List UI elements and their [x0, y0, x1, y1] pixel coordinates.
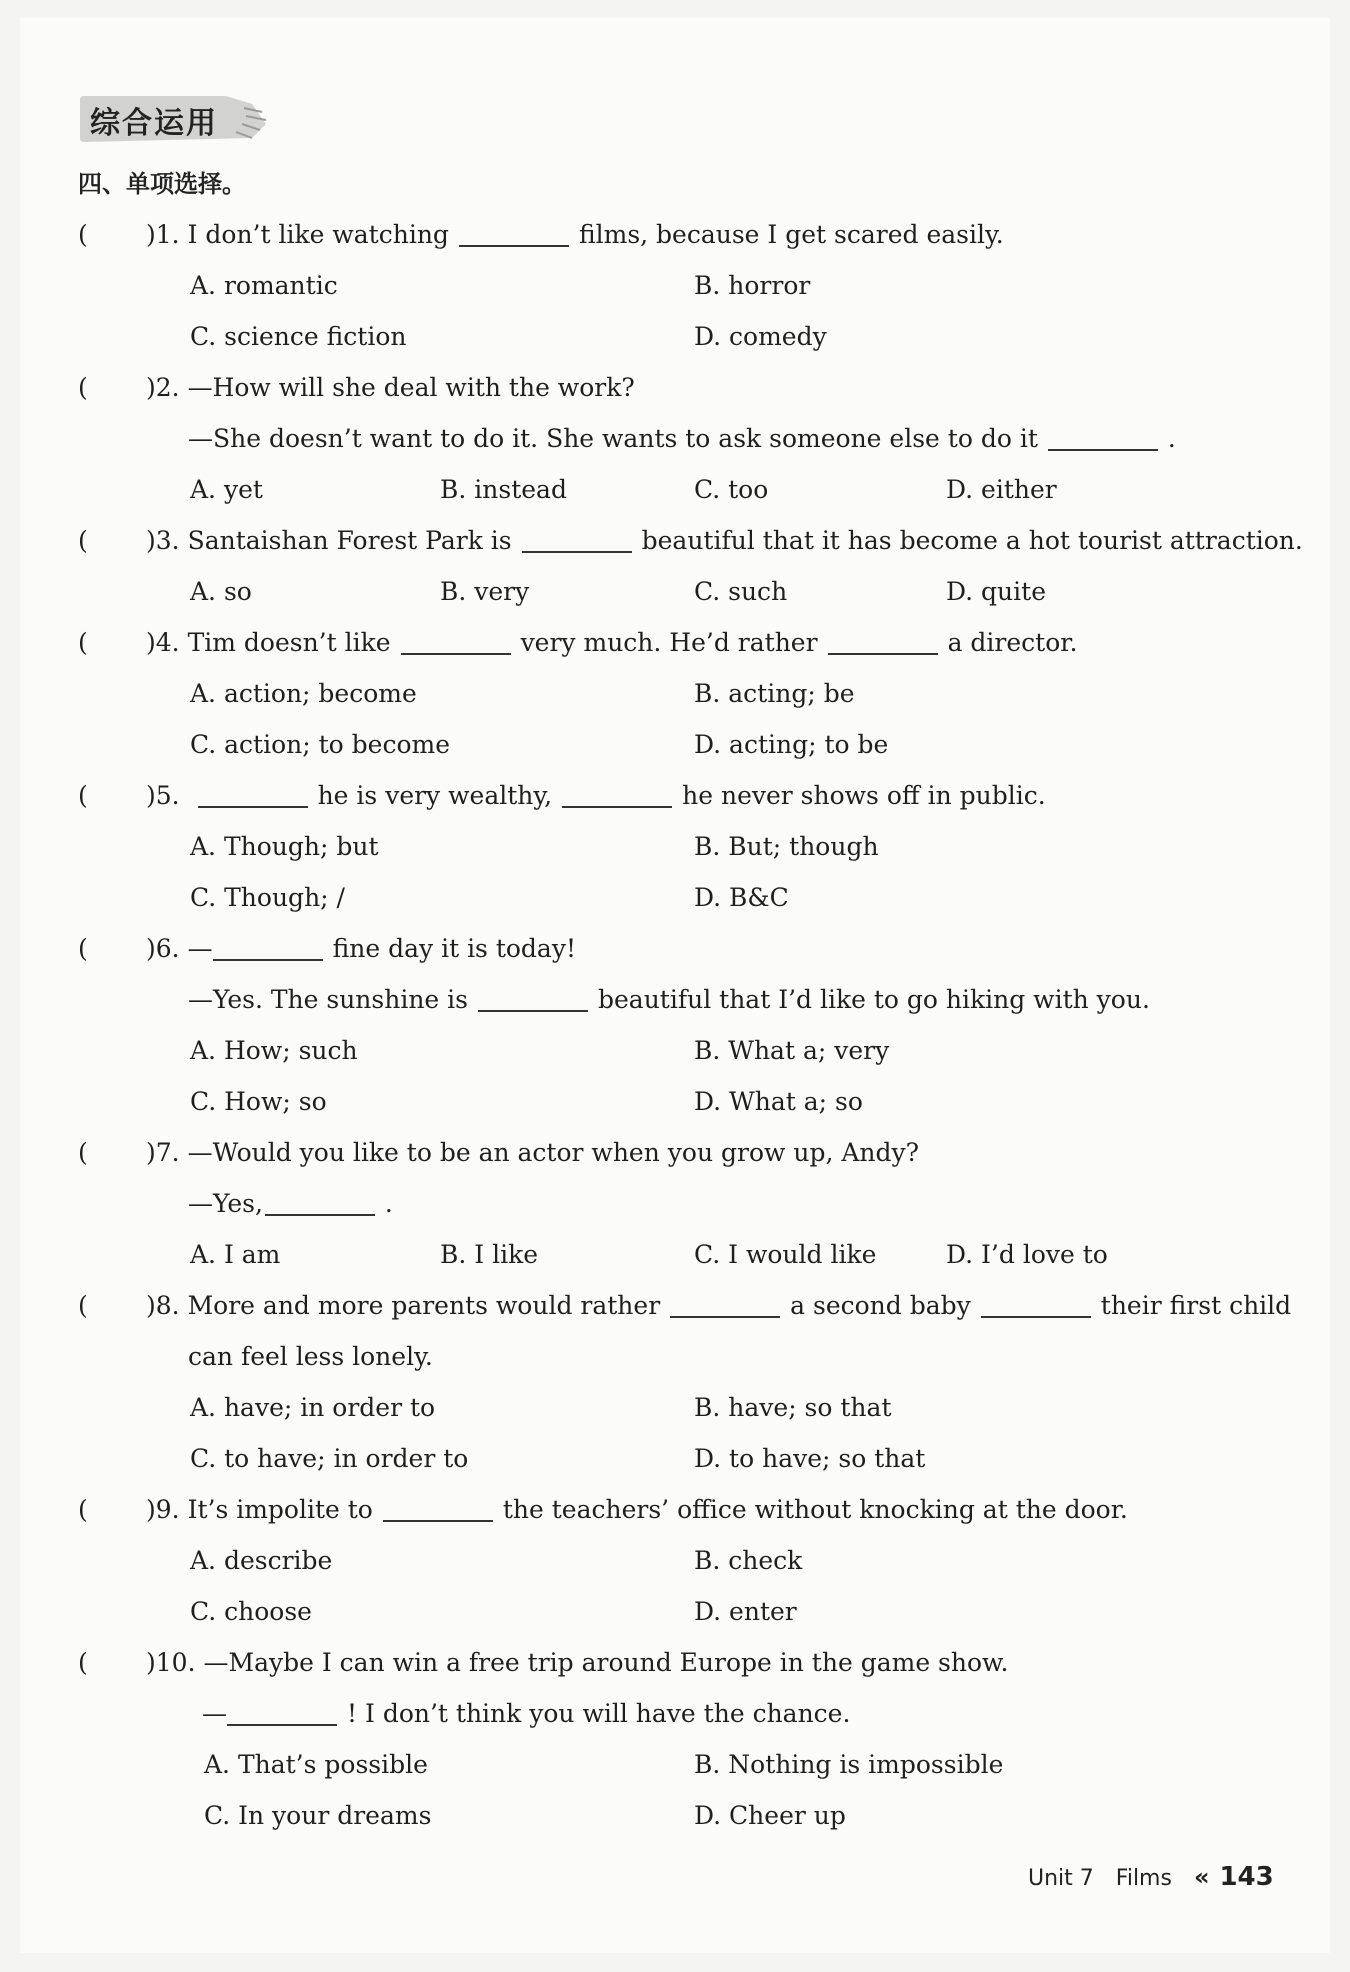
- option-c[interactable]: C. Though; /: [190, 883, 345, 912]
- answer-paren-left: (: [78, 781, 88, 810]
- answer-paren-left: (: [78, 1138, 88, 1167]
- chevron-left-icon: «: [1193, 1863, 1210, 1891]
- question-1: [78, 209, 1258, 362]
- answer-blank[interactable]: [459, 215, 569, 247]
- question-4: [78, 617, 1258, 770]
- question-stem: )6. — fine day it is today!: [146, 923, 576, 974]
- answer-paren-left: (: [78, 1648, 88, 1677]
- question-2: [78, 362, 1258, 515]
- question-stem-reply: —Yes. The sunshine is beautiful that I’d like to go hiking with you.: [188, 974, 1150, 1025]
- option-b[interactable]: B. But; though: [694, 832, 879, 861]
- option-a[interactable]: A. describe: [190, 1546, 333, 1575]
- answer-paren-left: (: [78, 373, 88, 402]
- part-heading: 四、单项选择。: [78, 170, 246, 198]
- answer-blank[interactable]: [198, 776, 308, 808]
- answer-blank[interactable]: [1048, 419, 1158, 451]
- option-d[interactable]: D. either: [946, 475, 1057, 504]
- answer-blank[interactable]: [265, 1184, 375, 1216]
- option-b[interactable]: B. very: [440, 577, 530, 606]
- page-footer: [1028, 1862, 1274, 1892]
- answer-paren-left: (: [78, 1291, 88, 1320]
- question-3: [78, 515, 1303, 617]
- answer-paren-left: (: [78, 1495, 88, 1524]
- question-stem-reply: — ! I don’t think you will have the chance.: [202, 1688, 850, 1739]
- answer-blank[interactable]: [670, 1286, 780, 1318]
- answer-blank[interactable]: [478, 980, 588, 1012]
- answer-blank[interactable]: [828, 623, 938, 655]
- option-c[interactable]: C. too: [694, 475, 769, 504]
- question-stem: )3. Santaishan Forest Park is beautiful that it has become a hot tourist attraction.: [146, 515, 1303, 566]
- answer-paren-left: (: [78, 934, 88, 963]
- option-b[interactable]: B. Nothing is impossible: [694, 1750, 1004, 1779]
- question-stem: )8. More and more parents would rather a second baby their first child: [146, 1280, 1291, 1331]
- answer-blank[interactable]: [981, 1286, 1091, 1318]
- answer-blank[interactable]: [562, 776, 672, 808]
- option-c[interactable]: C. action; to become: [190, 730, 450, 759]
- option-c[interactable]: C. science fiction: [190, 322, 407, 351]
- question-stem-reply: —Yes, .: [188, 1178, 393, 1229]
- section-title: 综合运用: [90, 106, 218, 141]
- option-b[interactable]: B. I like: [440, 1240, 539, 1269]
- answer-paren-left: (: [78, 220, 88, 249]
- option-a[interactable]: A. I am: [190, 1240, 281, 1269]
- option-a[interactable]: A. romantic: [190, 271, 338, 300]
- question-6: [78, 923, 1258, 1127]
- option-c[interactable]: C. choose: [190, 1597, 312, 1626]
- answer-blank[interactable]: [227, 1694, 337, 1726]
- option-d[interactable]: D. Cheer up: [694, 1801, 846, 1830]
- option-a[interactable]: A. so: [190, 577, 252, 606]
- option-d[interactable]: D. comedy: [694, 322, 827, 351]
- option-c[interactable]: C. In your dreams: [204, 1801, 432, 1830]
- option-d[interactable]: D. to have; so that: [694, 1444, 926, 1473]
- question-10: [78, 1637, 1258, 1841]
- option-a[interactable]: A. action; become: [190, 679, 417, 708]
- option-a[interactable]: A. have; in order to: [190, 1393, 436, 1422]
- answer-blank[interactable]: [401, 623, 511, 655]
- question-stem: )10. —Maybe I can win a free trip around Europe in the game show.: [146, 1648, 1009, 1677]
- option-d[interactable]: D. acting; to be: [694, 730, 889, 759]
- option-d[interactable]: D. B&C: [694, 883, 789, 912]
- answer-paren-left: (: [78, 526, 88, 555]
- option-c[interactable]: C. How; so: [190, 1087, 327, 1116]
- answer-paren-left: (: [78, 628, 88, 657]
- question-8: [78, 1280, 1292, 1484]
- question-stem-reply: —She doesn’t want to do it. She wants to ask someone else to do it .: [188, 413, 1176, 464]
- option-d[interactable]: D. enter: [694, 1597, 797, 1626]
- option-b[interactable]: B. What a; very: [694, 1036, 890, 1065]
- question-stem: )2. —How will she deal with the work?: [146, 373, 635, 402]
- question-stem: )4. Tim doesn’t like very much. He’d rather a director.: [146, 617, 1077, 668]
- option-b[interactable]: B. have; so that: [694, 1393, 892, 1422]
- option-b[interactable]: B. instead: [440, 475, 567, 504]
- option-d[interactable]: D. I’d love to: [946, 1240, 1108, 1269]
- option-a[interactable]: A. yet: [190, 475, 263, 504]
- answer-blank[interactable]: [522, 521, 632, 553]
- question-9: [78, 1484, 1258, 1637]
- page-number: 143: [1219, 1862, 1274, 1892]
- option-b[interactable]: B. acting; be: [694, 679, 855, 708]
- question-stem: )7. —Would you like to be an actor when you grow up, Andy?: [146, 1138, 920, 1167]
- footer-unit: Unit 7: [1028, 1866, 1094, 1891]
- option-d[interactable]: D. quite: [946, 577, 1046, 606]
- answer-blank[interactable]: [213, 929, 323, 961]
- question-stem-continued: can feel less lonely.: [188, 1342, 433, 1371]
- option-a[interactable]: A. How; such: [190, 1036, 358, 1065]
- option-b[interactable]: B. horror: [694, 271, 811, 300]
- question-stem: )5. he is very wealthy, he never shows off in public.: [146, 770, 1046, 821]
- option-c[interactable]: C. to have; in order to: [190, 1444, 469, 1473]
- option-c[interactable]: C. I would like: [694, 1240, 877, 1269]
- section-banner: [76, 94, 271, 144]
- option-a[interactable]: A. That’s possible: [204, 1750, 428, 1779]
- option-d[interactable]: D. What a; so: [694, 1087, 863, 1116]
- answer-blank[interactable]: [383, 1490, 493, 1522]
- question-stem: )9. It’s impolite to the teachers’ office without knocking at the door.: [146, 1484, 1128, 1535]
- option-b[interactable]: B. check: [694, 1546, 803, 1575]
- footer-topic: Films: [1115, 1866, 1172, 1891]
- question-stem: )1. I don’t like watching films, because I get scared easily.: [146, 209, 1004, 260]
- option-a[interactable]: A. Though; but: [190, 832, 379, 861]
- question-5: [78, 770, 1258, 923]
- question-7: [78, 1127, 1258, 1280]
- option-c[interactable]: C. such: [694, 577, 788, 606]
